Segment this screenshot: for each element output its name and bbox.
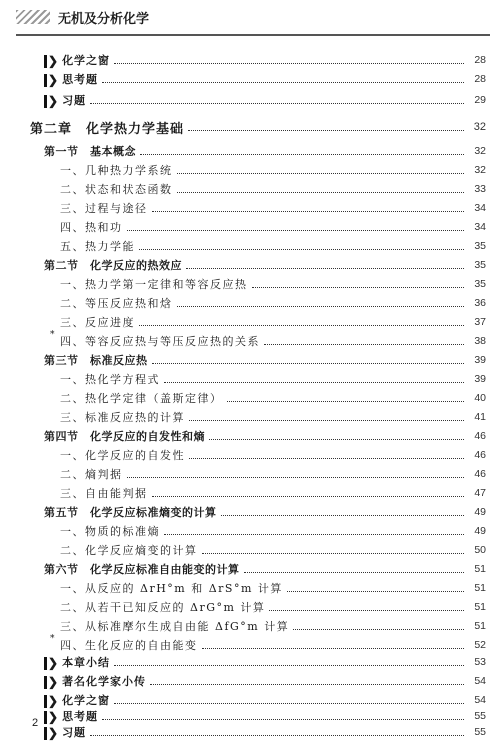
toc-entry-label <box>0 200 148 216</box>
toc-page-number: 35 <box>474 240 486 252</box>
feature-bar-icon <box>44 657 47 670</box>
toc-entry-text: 二、熵判据 <box>60 468 123 481</box>
toc-entry-sub <box>0 407 500 427</box>
toc-entry-sub <box>0 293 500 313</box>
toc-entry-text: 三、反应进度 <box>60 316 135 329</box>
toc-page-number: 39 <box>474 373 486 385</box>
dot-leader <box>177 172 465 174</box>
toc-page-number: 32 <box>473 121 486 133</box>
toc-entry-section <box>0 350 500 370</box>
toc-entry-feature <box>0 671 500 691</box>
toc-page-number: 51 <box>474 582 486 594</box>
toc-page-number: 51 <box>474 563 486 575</box>
toc-page-number: 50 <box>474 544 486 556</box>
toc-entry-sub <box>0 331 500 351</box>
toc-entry-section <box>0 559 500 579</box>
dot-leader <box>269 609 464 611</box>
toc-page-number: 47 <box>474 487 486 499</box>
dot-leader <box>114 62 464 64</box>
toc-entry-sub <box>0 445 500 465</box>
toc-entry-section <box>0 502 500 522</box>
toc-entry-text: 第三节 标准反应热 <box>44 354 148 367</box>
toc-page-number: 39 <box>474 354 486 366</box>
feature-bar-icon <box>44 74 47 87</box>
feature-bar-icon <box>44 95 47 108</box>
toc-page-number: 41 <box>474 411 486 423</box>
toc-page-number: 35 <box>474 259 486 271</box>
dot-leader <box>102 81 464 83</box>
dot-leader <box>202 552 465 554</box>
toc-page-number: 54 <box>474 694 486 706</box>
toc-entry-label <box>0 143 136 159</box>
chevron-right-icon: ❯ <box>48 656 60 670</box>
toc-page-number: 28 <box>474 73 486 85</box>
toc-entry-label <box>0 71 98 87</box>
toc-entry-label <box>0 724 86 740</box>
dot-leader <box>102 718 464 720</box>
toc-entry-sub <box>0 236 500 256</box>
toc-entry-text: 本章小结 <box>62 656 111 669</box>
dot-leader <box>227 400 465 402</box>
toc-entry-sub <box>0 217 500 237</box>
page-number: 2 <box>32 717 39 729</box>
toc-entry-text: 四、生化反应的自由能变 <box>60 639 198 652</box>
chevron-right-icon: ❯ <box>48 94 60 108</box>
toc-page-number: 54 <box>474 675 486 687</box>
toc-entry-label <box>0 181 173 197</box>
dot-leader <box>152 495 465 497</box>
toc-entry-feature <box>0 722 500 742</box>
dot-leader <box>127 229 465 231</box>
toc-page-number: 51 <box>474 601 486 613</box>
toc-entry-text: 第一节 基本概念 <box>44 145 136 158</box>
toc-page-number: 38 <box>474 335 486 347</box>
toc-entry-label <box>0 92 86 108</box>
dot-leader <box>264 343 464 345</box>
running-header <box>0 0 500 40</box>
toc-entry-text: 二、等压反应热和焓 <box>60 297 173 310</box>
toc-entry-sub <box>0 483 500 503</box>
optional-marker: * <box>50 330 56 340</box>
toc-entry-text: 一、热力学第一定律和等容反应热 <box>60 278 248 291</box>
toc-entry-label <box>0 428 205 444</box>
toc-entry-text: 二、状态和状态函数 <box>60 183 173 196</box>
toc-entry-text: 第五节 化学反应标准熵变的计算 <box>44 506 217 519</box>
toc-entry-text: 著名化学家小传 <box>62 675 147 688</box>
toc-entry-sub <box>0 616 500 636</box>
book-title: 无机及分析化学 <box>58 12 150 27</box>
toc-page-number: 36 <box>474 297 486 309</box>
toc-entry-sub <box>0 179 500 199</box>
toc-entry-sub <box>0 274 500 294</box>
toc-page-number: 40 <box>474 392 486 404</box>
header-rule <box>16 34 490 36</box>
toc-page-number: 34 <box>474 221 486 233</box>
dot-leader <box>139 324 464 326</box>
toc-entry-label <box>0 409 185 425</box>
toc-entry-sub <box>0 312 500 332</box>
toc-page-number: 55 <box>474 710 486 722</box>
dot-leader <box>221 514 465 516</box>
toc-entry-text: 第六节 化学反应标准自由能变的计算 <box>44 563 240 576</box>
toc-entry-sub <box>0 521 500 541</box>
toc-entry-sub <box>0 160 500 180</box>
chevron-right-icon: ❯ <box>48 73 60 87</box>
toc-entry-label <box>0 314 135 330</box>
toc-entry-label <box>0 352 148 368</box>
toc-page-number: 35 <box>474 278 486 290</box>
toc-entry-label <box>0 330 260 349</box>
toc-entry-label <box>0 523 160 539</box>
toc-page-number: 53 <box>474 656 486 668</box>
toc-entry-label <box>0 276 248 292</box>
dot-leader <box>140 153 464 155</box>
toc-entry-label <box>0 673 146 689</box>
chevron-right-icon: ❯ <box>48 710 60 724</box>
toc-entry-label <box>0 561 240 577</box>
toc-page-number: 46 <box>474 449 486 461</box>
toc-entry-text: 习题 <box>62 94 87 107</box>
toc-page-number: 34 <box>474 202 486 214</box>
toc-entry-text: 四、等容反应热与等压反应热的关系 <box>60 335 260 348</box>
toc-entry-text: 一、化学反应的自发性 <box>60 449 185 462</box>
toc-entry-sub <box>0 597 500 617</box>
toc-entry-text: 第四节 化学反应的自发性和熵 <box>44 430 205 443</box>
toc-entry-label <box>0 257 182 273</box>
toc-entry-text: 一、物质的标准熵 <box>60 525 160 538</box>
toc-entry-label <box>0 466 123 482</box>
toc-entry-label <box>0 447 185 463</box>
toc-entry-section <box>0 141 500 161</box>
toc-entry-sub <box>0 198 500 218</box>
dot-leader <box>188 129 464 131</box>
toc-page-number: 33 <box>474 183 486 195</box>
toc-page-number: 52 <box>474 639 486 651</box>
dot-leader <box>139 248 464 250</box>
toc-page-number: 28 <box>474 54 486 66</box>
toc-entry-text: 思考题 <box>62 710 99 723</box>
chevron-right-icon: ❯ <box>48 54 60 68</box>
dot-leader <box>293 628 464 630</box>
dot-leader <box>90 102 464 104</box>
toc-entry-label <box>0 580 283 596</box>
dot-leader <box>114 702 464 704</box>
dot-leader <box>164 533 464 535</box>
toc-entry-label <box>0 634 198 653</box>
toc-entry-label <box>0 371 160 387</box>
toc-entry-feature <box>0 90 500 110</box>
toc-entry-text: 四、热和功 <box>60 221 123 234</box>
toc-page-number: 49 <box>474 525 486 537</box>
toc-entry-text: 五、热力学能 <box>60 240 135 253</box>
toc-page-number: 49 <box>474 506 486 518</box>
toc-page-number: 37 <box>474 316 486 328</box>
toc-page-number: 32 <box>474 145 486 157</box>
toc-entry-sub <box>0 464 500 484</box>
toc-entry-text: 第二章 化学热力学基础 <box>30 121 185 137</box>
chevron-right-icon: ❯ <box>48 694 60 708</box>
toc-page-number: 55 <box>474 726 486 738</box>
toc-entry-text: 化学之窗 <box>62 694 111 707</box>
dot-leader <box>202 647 465 649</box>
chevron-right-icon: ❯ <box>48 726 60 740</box>
toc-entry-text: 三、自由能判据 <box>60 487 148 500</box>
toc-entry-text: 一、从反应的 ΔrH°m 和 ΔrS°m 计算 <box>60 582 283 595</box>
toc-entry-text: 二、化学反应熵变的计算 <box>60 544 198 557</box>
toc-entry-label <box>0 52 110 68</box>
dot-leader <box>114 664 464 666</box>
toc-entry-label <box>0 542 198 558</box>
chevron-right-icon: ❯ <box>48 675 60 689</box>
dot-leader <box>189 419 464 421</box>
toc-entry-feature <box>0 50 500 70</box>
optional-marker: * <box>50 634 56 644</box>
toc-entry-sub <box>0 388 500 408</box>
dot-leader <box>244 571 465 573</box>
toc-page-number: 51 <box>474 620 486 632</box>
dot-leader <box>177 305 465 307</box>
toc-entry-sub <box>0 369 500 389</box>
toc-entry-feature <box>0 652 500 672</box>
dot-leader <box>150 683 464 685</box>
toc-entry-text: 二、从若干已知反应的 ΔrG°m 计算 <box>60 601 266 614</box>
toc-entry-text: 一、几种热力学系统 <box>60 164 173 177</box>
toc-entry-label <box>0 162 173 178</box>
toc-entry-text: 思考题 <box>62 73 99 86</box>
toc-entry-text: 化学之窗 <box>62 54 111 67</box>
toc-entry-text: 三、过程与途径 <box>60 202 148 215</box>
dot-leader <box>252 286 465 288</box>
toc-entry-label <box>0 118 184 137</box>
toc-page-number: 46 <box>474 468 486 480</box>
toc-entry-label <box>0 219 123 235</box>
dot-leader <box>127 476 465 478</box>
toc-entry-section <box>0 255 500 275</box>
feature-bar-icon <box>44 676 47 689</box>
toc-entry-label <box>0 599 265 615</box>
toc-entry-sub <box>0 578 500 598</box>
toc-entry-sub <box>0 540 500 560</box>
toc-entry-label <box>0 390 223 406</box>
toc-entry-text: 三、标准反应热的计算 <box>60 411 185 424</box>
toc-entry-label <box>0 654 110 670</box>
dot-leader <box>287 590 464 592</box>
toc-entry-text: 二、热化学定律（盖斯定律） <box>60 392 223 405</box>
toc-entry-text: 第二节 化学反应的热效应 <box>44 259 182 272</box>
feature-bar-icon <box>44 727 47 740</box>
feature-bar-icon <box>44 55 47 68</box>
toc-entry-feature <box>0 69 500 89</box>
dot-leader <box>152 210 465 212</box>
toc-page-number: 29 <box>474 94 486 106</box>
dot-leader <box>177 191 465 193</box>
toc-entry-label <box>0 485 148 501</box>
dot-leader <box>189 457 464 459</box>
toc-entry-text: 习题 <box>62 726 87 739</box>
toc-entry-label <box>0 295 173 311</box>
dot-leader <box>90 734 464 736</box>
dot-leader <box>152 362 465 364</box>
dot-leader <box>209 438 464 440</box>
toc-entry-label <box>0 504 217 520</box>
toc-entry-text: 三、从标准摩尔生成自由能 ΔfG°m 计算 <box>60 620 290 633</box>
toc-page-number: 46 <box>474 430 486 442</box>
toc-entry-label <box>0 618 289 634</box>
dot-leader <box>186 267 464 269</box>
toc-entry-text: 一、热化学方程式 <box>60 373 160 386</box>
toc-page-number: 32 <box>474 164 486 176</box>
header-stripe-ornament <box>16 10 50 24</box>
toc-entry-label <box>0 238 135 254</box>
dot-leader <box>164 381 464 383</box>
toc-entry-section <box>0 426 500 446</box>
toc-entry-chapter <box>0 117 500 137</box>
